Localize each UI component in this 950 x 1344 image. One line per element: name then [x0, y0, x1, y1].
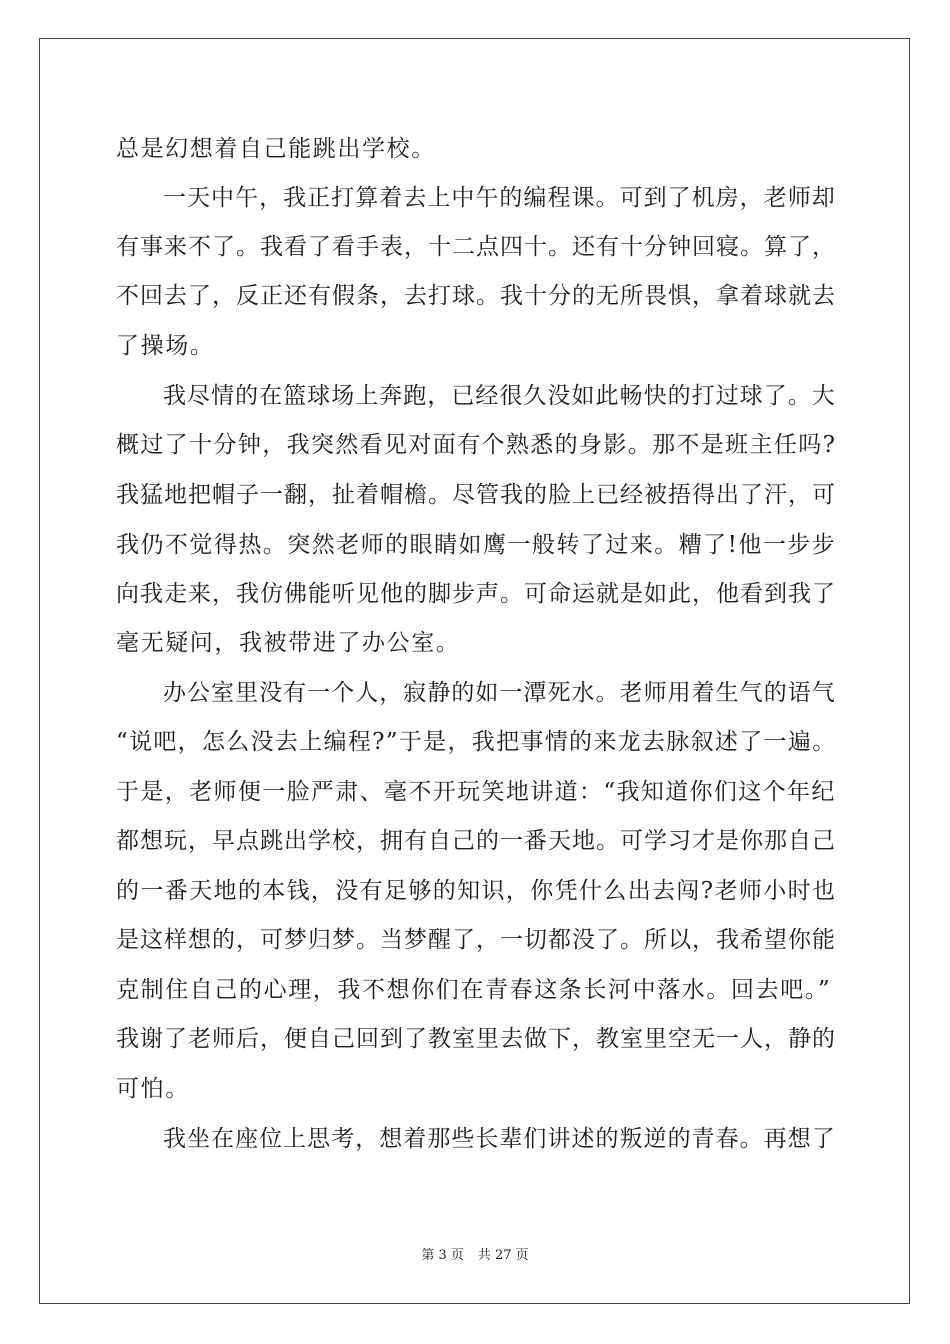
paragraph-first-line: 办公室里没有一个人，寂静的如一潭死水。老师用着生气的语气	[163, 680, 836, 706]
text-line: 我猛地把帽子一翻，扯着帽檐。尽管我的脸上已经被捂得出了汗，可	[116, 482, 836, 508]
text-line: 了操场。	[116, 333, 215, 359]
text-line: 总是幻想着自己能跳出学校。	[116, 136, 436, 162]
text-line: 是这样想的，可梦归梦。当梦醒了，一切都没了。所以，我希望你能	[116, 927, 836, 953]
text-line: 向我走来，我仿佛能听见他的脚步声。可命运就是如此，他看到我了	[116, 581, 836, 607]
text-line: 的一番天地的本钱，没有足够的知识，你凭什么出去闯?老师小时也	[116, 878, 837, 904]
text-line: “说吧，怎么没去上编程?”于是，我把事情的来龙去脉叙述了一遍。	[116, 729, 837, 755]
paragraph-first-line: 我尽情的在篮球场上奔跑，已经很久没如此畅快的打过球了。大	[163, 383, 836, 409]
page-total: 共 27 页	[477, 1248, 529, 1263]
text-line: 可怕。	[116, 1076, 190, 1102]
page-border	[39, 38, 910, 1304]
text-line: 克制住自己的心理，我不想你们在青春这条长河中落水。回去吧。”	[116, 977, 832, 1003]
page-number: 第 3 页	[421, 1248, 464, 1263]
paragraph-first-line: 一天中午，我正打算着去上中午的编程课。可到了机房，老师却	[163, 185, 836, 211]
paragraph-first-line: 我坐在座位上思考，想着那些长辈们讲述的叛逆的青春。再想了	[163, 1126, 836, 1152]
text-line: 都想玩，早点跳出学校，拥有自己的一番天地。可学习才是你那自己	[116, 828, 836, 854]
text-line: 我谢了老师后，便自己回到了教室里去做下，教室里空无一人，静的	[116, 1026, 836, 1052]
text-line: 有事来不了。我看了看手表，十二点四十。还有十分钟回寝。算了，	[116, 234, 836, 260]
text-line: 概过了十分钟，我突然看见对面有个熟悉的身影。那不是班主任吗?	[116, 432, 837, 458]
text-line: 毫无疑问，我被带进了办公室。	[116, 630, 461, 656]
text-line: 不回去了，反正还有假条，去打球。我十分的无所畏惧，拿着球就去	[116, 283, 836, 309]
text-line: 我仍不觉得热。突然老师的眼睛如鹰一般转了过来。糟了!他一步步	[116, 532, 837, 558]
text-line: 于是，老师便一脸严肃、毫不开玩笑地讲道：“我知道你们这个年纪	[116, 779, 836, 805]
page-footer	[0, 1247, 950, 1265]
